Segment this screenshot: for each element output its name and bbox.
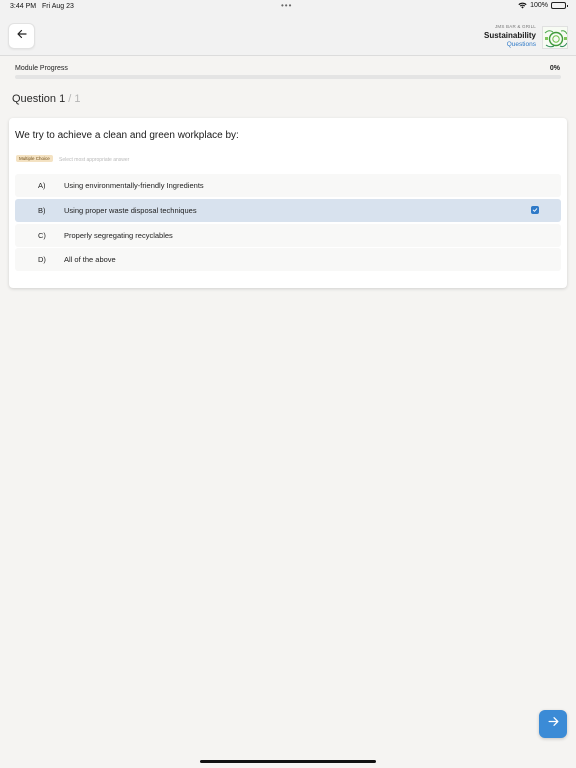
option-text: All of the above <box>64 255 116 265</box>
option-letter: C) <box>38 230 46 240</box>
option-text: Using environmentally-friendly Ingredients <box>64 181 204 190</box>
option-d[interactable] <box>15 248 561 271</box>
module-title: Sustainability <box>483 30 536 40</box>
status-date: Fri Aug 23 <box>42 3 74 10</box>
brand-block <box>484 25 536 48</box>
option-text: Properly segregating recyclables <box>64 230 173 240</box>
sustainability-logo <box>542 26 568 49</box>
home-indicator[interactable] <box>200 760 376 763</box>
arrow-left-icon <box>16 27 28 45</box>
multitasking-dots[interactable]: ••• <box>281 1 293 10</box>
progress-label: Module Progress <box>15 65 68 72</box>
status-bar <box>0 0 576 14</box>
brand-name: JMS BAR & GRILL <box>494 24 536 29</box>
arrow-right-icon <box>547 715 560 733</box>
wifi-icon <box>518 2 527 9</box>
battery-icon <box>551 2 566 9</box>
question-card <box>9 118 567 288</box>
option-c[interactable] <box>15 224 561 247</box>
question-total: / 1 <box>65 93 81 105</box>
battery-percentage: 100% <box>530 2 548 9</box>
option-letter: D) <box>38 255 46 265</box>
question-text: We try to achieve a clean and green workplace by: <box>15 130 239 141</box>
question-counter <box>12 93 81 105</box>
question-type-badge: Multiple Choice <box>16 155 53 162</box>
answer-instruction: Select most appropriate answer <box>59 157 130 163</box>
progress-bar <box>15 75 561 79</box>
question-current: Question 1 <box>12 93 66 105</box>
progress-percent: 0% <box>549 65 560 72</box>
option-b[interactable] <box>15 199 561 222</box>
status-time: 3:44 PM <box>10 3 37 10</box>
status-indicators <box>518 2 566 9</box>
option-a[interactable] <box>15 174 561 197</box>
next-button[interactable] <box>539 710 567 738</box>
app-header <box>0 14 576 56</box>
option-letter: B) <box>38 205 46 215</box>
checkmark-icon <box>531 206 539 214</box>
back-button[interactable] <box>8 23 35 49</box>
option-letter: A) <box>38 181 46 190</box>
option-text: Using proper waste disposal techniques <box>64 205 197 215</box>
module-subtitle: Questions <box>506 40 536 48</box>
answer-options <box>15 174 561 273</box>
